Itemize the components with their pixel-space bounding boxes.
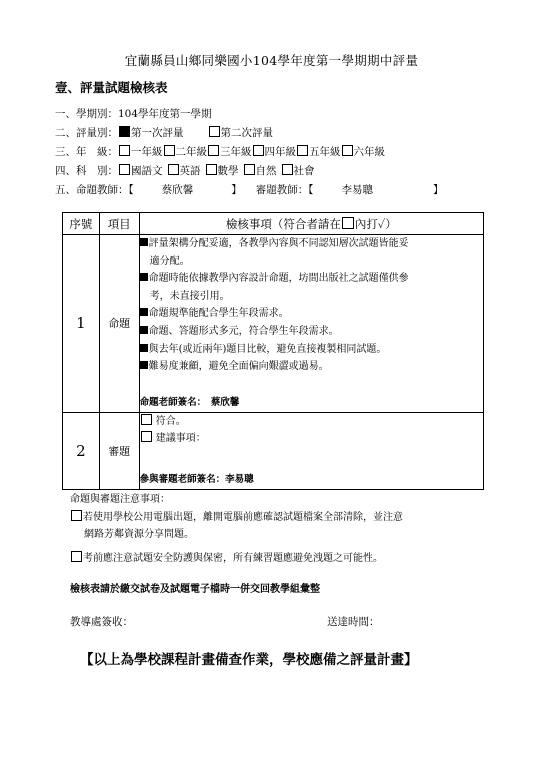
subject-chinese-label: 國語文 [131,165,163,177]
grade-3-checkbox[interactable] [208,145,219,156]
header-checkbox-icon [342,217,354,229]
grade-5-checkbox[interactable] [297,145,308,156]
grade-1-label: 一年級 [131,146,163,158]
criterion-5-text: 與去年(或近兩年)題目比較，避免直接複製相同試題。 [148,343,387,355]
grade-6-checkbox[interactable] [342,145,353,156]
header-check-post: 內打✓） [354,216,397,231]
grade-6-label: 六年級 [353,146,385,158]
semester-row [55,106,212,121]
note-1-cont: 網路芳鄰資源分享問題。 [84,529,194,540]
review-option-2 [140,430,483,447]
criterion-6-text: 難易度兼顧，避免全面偏向艱澀或過易。 [148,361,329,373]
teacher-label: 五、命題教師：【 [55,184,134,196]
row2-signature: 參與審題老師簽名：李易聰 [139,473,254,485]
exam-first-checkbox[interactable] [119,126,130,137]
criterion-3-checkbox[interactable] [140,308,148,316]
exam-first-label: 第一次評量 [131,127,184,139]
criterion-1-checkbox[interactable] [140,238,148,246]
review-suggest-label: 建議事項： [155,432,206,444]
grade-1-checkbox[interactable] [119,145,130,156]
grade-2-checkbox[interactable] [164,145,175,156]
subject-science-checkbox[interactable] [244,164,255,175]
grade-4-checkbox[interactable] [253,145,264,156]
review-suggest-checkbox[interactable] [141,431,152,442]
header-check-pre: 檢核事項（符合者請在 [225,216,341,231]
grade-row [55,144,385,159]
criterion-2-checkbox[interactable] [140,273,148,281]
criterion-5 [140,341,483,359]
grade-4-label: 四年級 [264,146,296,158]
criterion-1-text: 評量架構分配妥適，各教學內容與不同認知層次試題皆能妥 [148,238,409,249]
criterion-2-cont: 考，未直接引用。 [149,290,230,302]
review-pass-checkbox[interactable] [141,414,152,425]
exam-type-row [55,125,273,140]
row2-no: 2 [63,412,100,489]
subject-social-checkbox[interactable] [282,164,293,175]
row1-item: 命題 [99,235,139,413]
subject-row [55,163,315,178]
subject-label: 四、科 別： [55,165,118,177]
subject-english-checkbox[interactable] [168,164,179,175]
grade-5-label: 五年級 [309,146,341,158]
note-1 [70,508,403,523]
checklist-table [62,212,484,490]
header-check [139,213,483,235]
footer-statement: 【以上為學校課程計畫備查作業，學校應備之評量計畫】 [80,652,418,668]
note-2 [70,549,383,564]
exam-type-label: 二、評量別： [55,127,118,139]
note-1-checkbox[interactable] [71,510,82,521]
submit-note: 檢核表請於繳交試卷及試題電子檔時一併交回教學組彙整 [70,584,320,595]
table-header-row [63,213,484,235]
criterion-3-text: 命題規準能配合學生年段需求。 [148,308,289,320]
teacher-close: 】 [231,184,242,196]
row2-review [139,412,483,489]
criterion-4-checkbox[interactable] [140,326,148,334]
semester-label: 一、學期別： [55,108,118,120]
grade-2-label: 二年級 [175,146,207,158]
received-label: 教導處簽收： [70,616,133,628]
table-row [63,412,484,489]
header-item: 項目 [99,213,139,235]
grade-3-label: 三年級 [220,146,252,158]
header-no: 序號 [63,213,100,235]
teacher-name: 蔡欣馨 [161,184,194,196]
reviewer-name: 李易聰 [341,184,373,196]
row1-criteria [139,235,483,413]
subject-math-checkbox[interactable] [206,164,217,175]
review-pass-label: 符合。 [155,415,186,427]
criterion-4 [140,323,483,341]
row2-item: 審題 [99,412,139,489]
note-1-text: 若使用學校公用電腦出題，離開電腦前應確認試題檔案全部清除，並注意 [83,512,403,523]
criterion-4-text: 命題、答題形式多元，符合學生年段需求。 [148,325,339,337]
row1-no: 1 [63,235,100,413]
notes-heading: 命題與審題注意事項： [70,494,170,505]
semester-value: 104學年度第一學期 [118,108,212,120]
exam-second-checkbox[interactable] [209,126,220,137]
row1-signature: 命題老師簽名： 蔡欣馨 [139,396,240,408]
subject-math-label: 數學 [217,165,239,177]
reviewer-close: 】 [433,184,444,196]
subject-science-label: 自然 [255,165,277,177]
subject-english-label: 英語 [179,165,201,177]
criterion-6-checkbox[interactable] [140,361,148,369]
document-title: 宜蘭縣員山鄉同樂國小104學年度第一學期期中評量 [124,53,419,68]
criterion-1 [140,235,483,253]
grade-label: 三、年 級： [55,146,118,158]
criterion-2 [140,270,483,288]
note-2-text: 考前應注意試題安全防護與保密，所有練習題應避免洩題之可能性。 [83,553,383,564]
criterion-3 [140,305,483,323]
subject-chinese-checkbox[interactable] [119,164,130,175]
criterion-5-checkbox[interactable] [140,344,148,352]
table-row [63,235,484,413]
criterion-1-cont: 適分配。 [149,255,190,267]
teacher-row [55,182,444,197]
delivery-label: 送達時間： [327,616,380,628]
subject-social-label: 社會 [293,165,315,177]
exam-second-label: 第二次評量 [220,127,273,139]
criterion-2-text: 命題時能依據教學內容設計命題，坊間出版社之試題僅供參 [148,273,409,285]
note-2-checkbox[interactable] [71,551,82,562]
reviewer-label: 審題教師：【 [255,184,314,196]
review-option-1 [140,413,483,430]
section-heading: 壹、評量試題檢核表 [55,80,168,95]
criterion-6 [140,358,483,376]
